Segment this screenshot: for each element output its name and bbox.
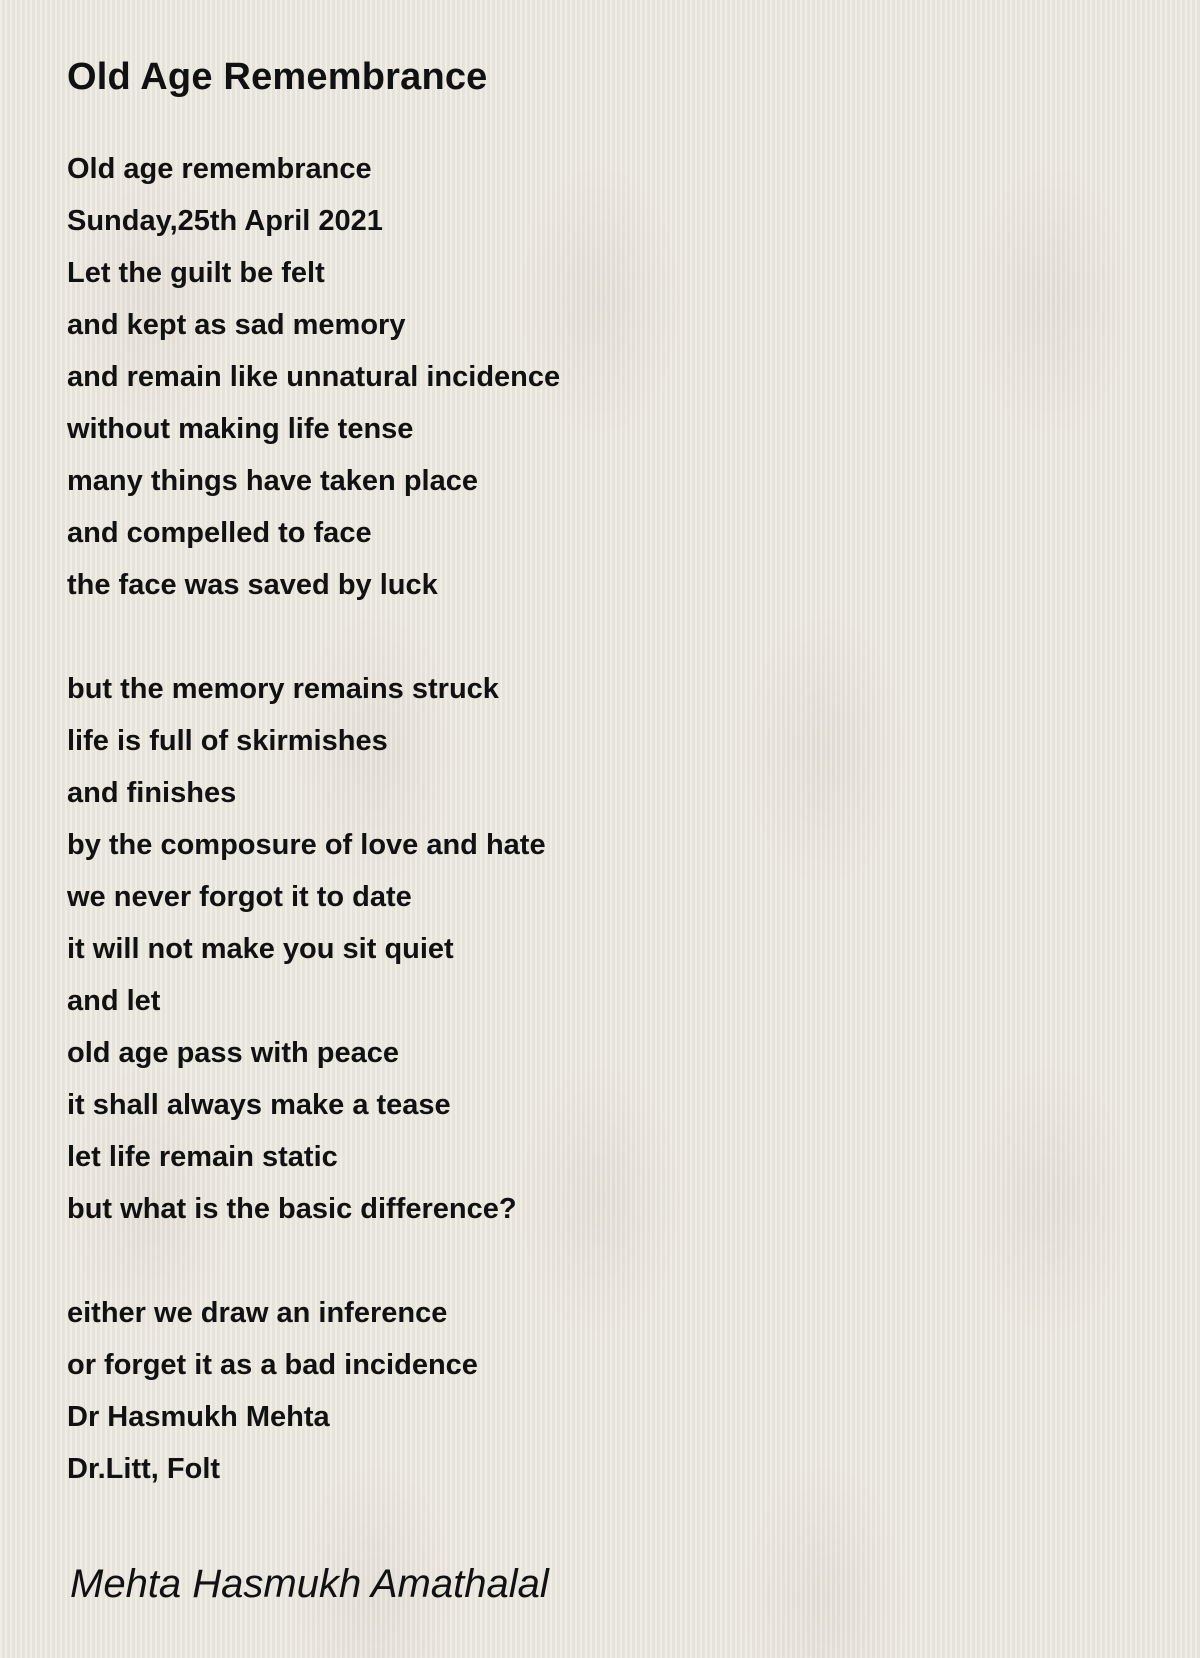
poem-line: but the memory remains struck — [67, 673, 499, 705]
poem-line: or forget it as a bad incidence — [67, 1349, 478, 1381]
poem-line: Sunday,25th April 2021 — [67, 205, 383, 237]
poem-line: and let — [67, 985, 161, 1017]
poem-line: without making life tense — [67, 413, 414, 445]
poem-line: life is full of skirmishes — [67, 725, 388, 757]
poem-line: it will not make you sit quiet — [67, 933, 454, 965]
poem-card — [67, 52, 1147, 1495]
poem-line: Dr.Litt, Folt — [67, 1453, 221, 1485]
poem-author: Mehta Hasmukh Amathalal — [70, 1562, 549, 1606]
poem-line: and remain like unnatural incidence — [67, 361, 561, 393]
poem-line: Let the guilt be felt — [67, 257, 325, 289]
stanza-break — [67, 1235, 1147, 1287]
poem-line: and finishes — [67, 777, 237, 809]
poem-line: it shall always make a tease — [67, 1089, 451, 1121]
poem-line: let life remain static — [67, 1141, 338, 1173]
poem-body — [67, 143, 1147, 1495]
poem-line: by the composure of love and hate — [67, 829, 546, 861]
poem-line: Old age remembrance — [67, 153, 372, 185]
poem-line: we never forgot it to date — [67, 881, 412, 913]
poem-title: Old Age Remembrance — [67, 56, 488, 98]
stanza-break — [67, 611, 1147, 663]
poem-line: many things have taken place — [67, 465, 478, 497]
poem-line: and kept as sad memory — [67, 309, 406, 341]
poem-line: and compelled to face — [67, 517, 372, 549]
poem-line: either we draw an inference — [67, 1297, 448, 1329]
poem-line: but what is the basic difference? — [67, 1193, 517, 1225]
poem-line: old age pass with peace — [67, 1037, 399, 1069]
poem-line: Dr Hasmukh Mehta — [67, 1401, 330, 1433]
poem-line: the face was saved by luck — [67, 569, 438, 601]
